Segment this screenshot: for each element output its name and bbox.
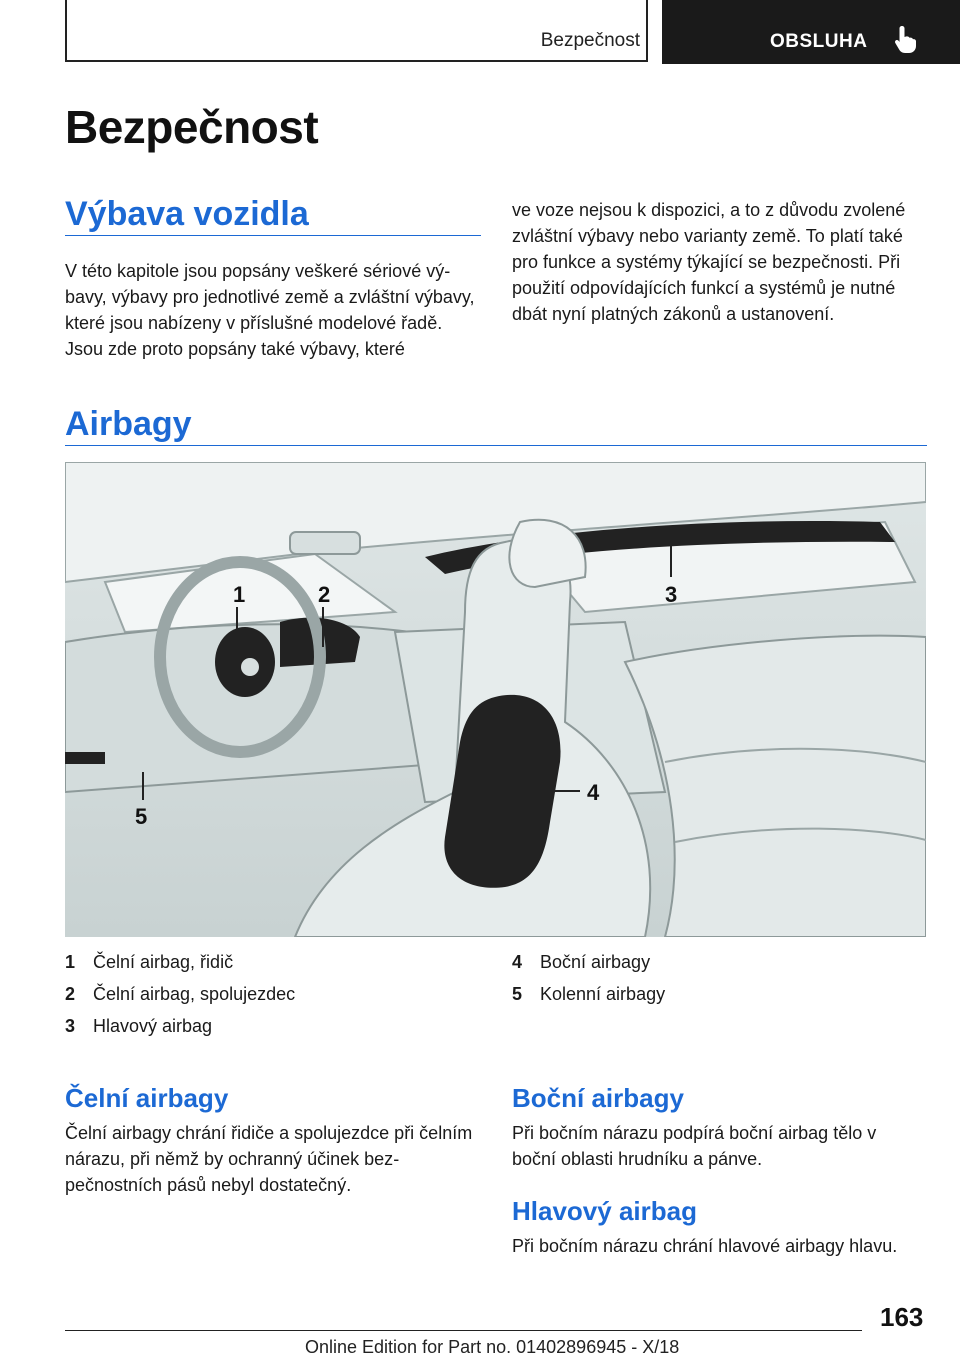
legend-item: 4 Boční airbagy [512,952,651,972]
airbags-title: Airbagy [65,405,192,443]
airbag-legend-right [512,946,665,1010]
header-section-label: Bezpečnost [540,30,640,51]
page-number: 163 [880,1302,924,1332]
callout-1: 1 [233,582,246,607]
equipment-title-rule [65,235,481,236]
callout-5: 5 [135,804,148,829]
callout-2: 2 [318,582,331,607]
legend-item: 3 Hlavový airbag [65,1016,213,1036]
head-airbag-text: Při bočním nárazu chrání hlavové airbagy hlavu. [512,1236,898,1256]
header-chapter-label: OBSLUHA [770,31,868,52]
callout-3: 3 [665,582,678,607]
legend-item: 5 Kolenní airbagy [512,984,666,1004]
pointing-hand-icon [893,24,919,54]
head-airbag-title: Hlavový airbag [512,1196,697,1226]
equipment-text-left: V této kapitole jsou popsány veškeré sériové výbavy, výbavy pro jednotlivé země a zvláštní výbavy, které jsou nabízeny v příslušné modelové řadě. Jsou zde proto popsány také výbavy, které [65,261,475,359]
page-title: Bezpečnost [65,101,319,153]
front-airbags-text: Čelní airbagy chrání řidiče a spolujezdce při čelním nárazu, při němž by ochranný účinek bezpečnostních pásů nebyl dostatečný. [65,1123,473,1195]
callout-4: 4 [587,780,600,805]
footer-edition: Online Edition for Part no. 01402896945 - X/18 [305,1337,680,1357]
side-airbags-text: Při bočním nárazu podpírá boční airbag tělo v boční oblasti hrudníku a pánve. [512,1123,877,1169]
airbags-title-rule [65,445,927,446]
front-airbags-title: Čelní airbagy [65,1083,229,1113]
legend-item: 1 Čelní airbag, řidič [65,952,234,972]
side-airbags-title: Boční airbagy [512,1083,684,1113]
equipment-title: Výbava vozidla [65,195,309,233]
airbag-illustration [65,462,926,937]
equipment-text-right: ve voze nejsou k dispozici, a to z důvodu zvolené zvláštní výbavy nebo varianty země. To platí také pro funkce a systémy týkající se bezpečnosti. Při použití odpovídajících funkcí a systémů je nutné dbát nyní platných zákonů a ustanovení. [512,200,906,324]
legend-item: 2 Čelní airbag, spolujezdec [65,984,296,1004]
footer-rule [65,1330,862,1331]
airbag-legend-left [65,946,295,1042]
